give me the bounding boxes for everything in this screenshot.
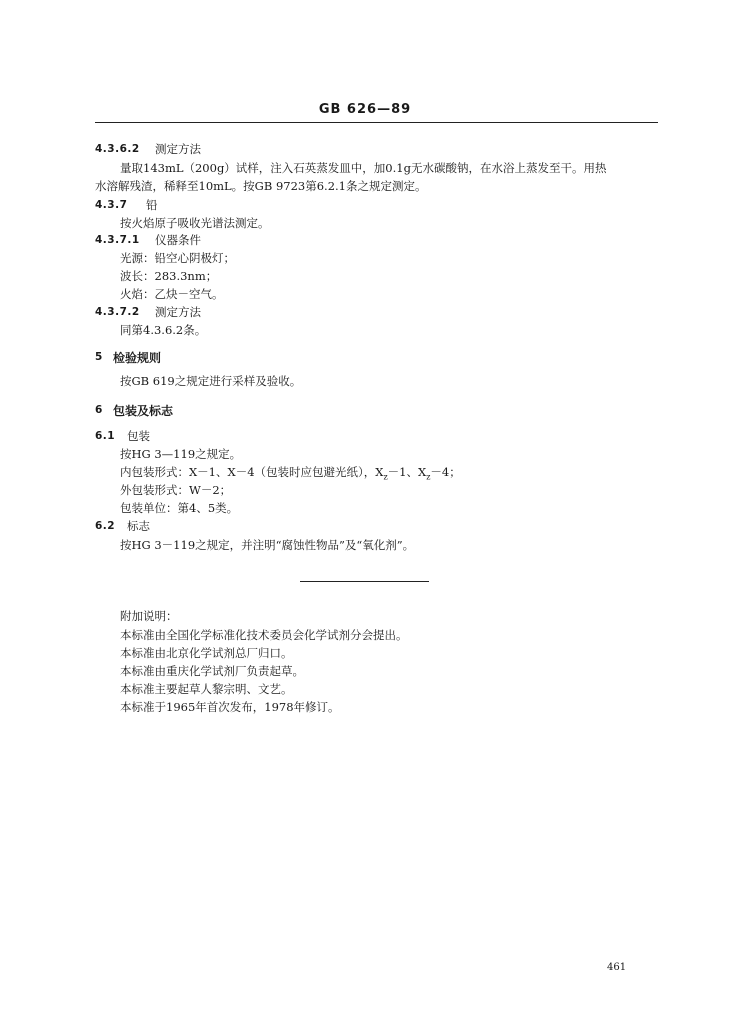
- paragraph-line: 按HG 3－119之规定，并注明“腐蚀性物品”及“氧化剂”。: [120, 538, 415, 552]
- document-code-header: GB 626—89: [318, 102, 412, 117]
- paragraph-line: 按GB 619之规定进行采样及验收。: [120, 374, 302, 388]
- section-number-4-3-7-2: 4.3.7.2: [95, 306, 140, 318]
- section-number-5: 5: [95, 351, 103, 363]
- list-item: 火焰：乙炔－空气。: [120, 287, 224, 301]
- paragraph-line: 水溶解残渣，稀释至10mL。按GB 9723第6.2.1条之规定测定。: [95, 179, 427, 193]
- section-number-4-3-7-1: 4.3.7.1: [95, 234, 140, 246]
- section-title-6-2: 标志: [127, 519, 150, 533]
- note-line: 本标准于1965年首次发布，1978年修订。: [120, 700, 340, 714]
- paragraph-line: 按火焰原子吸收光谱法测定。: [120, 216, 270, 230]
- section-title-6-1: 包装: [127, 429, 150, 443]
- header-rule: [95, 122, 658, 123]
- section-title-5: 检验规则: [113, 351, 162, 365]
- page-number: 461: [607, 962, 627, 973]
- paragraph-line: 包装单位：第4、5类。: [120, 501, 239, 515]
- section-title-6: 包装及标志: [113, 404, 174, 418]
- paragraph-line: 按HG 3—119之规定。: [120, 447, 242, 461]
- section-number-6: 6: [95, 404, 103, 416]
- subscript: z: [426, 472, 431, 482]
- list-item: 波长：283.3nm；: [120, 269, 218, 283]
- section-number-6-2: 6.2: [95, 520, 116, 532]
- section-number-4-3-6-2: 4.3.6.2: [95, 143, 140, 155]
- note-line: 本标准由北京化学试剂总厂归口。: [120, 646, 293, 660]
- text-fragment: －1、X: [387, 465, 427, 479]
- section-title-4-3-7: 铅: [146, 198, 158, 212]
- list-item: 光源：铅空心阴极灯；: [120, 251, 235, 265]
- section-number-6-1: 6.1: [95, 430, 116, 442]
- paragraph-line: 量取143mL（200g）试样，注入石英蒸发皿中，加0.1g无水碳酸钠，在水浴上蒸发至干。用热: [120, 161, 607, 175]
- end-separator-rule: [300, 581, 429, 582]
- section-number-4-3-7: 4.3.7: [95, 199, 128, 211]
- text-fragment: 内包装形式：X－1、X－4（包装时应包避光纸），X: [120, 465, 384, 479]
- note-line: 本标准由重庆化学试剂厂负责起草。: [120, 664, 304, 678]
- section-title-4-3-7-2: 测定方法: [155, 305, 201, 319]
- subscript: z: [383, 472, 388, 482]
- paragraph-line: 外包装形式：W－2；: [120, 483, 232, 497]
- paragraph-line: 同第4.3.6.2条。: [120, 323, 207, 337]
- note-line: 本标准由全国化学标准化技术委员会化学试剂分会提出。: [120, 628, 408, 642]
- section-title-4-3-6-2: 测定方法: [155, 142, 201, 156]
- notes-heading: 附加说明：: [120, 609, 178, 623]
- section-title-4-3-7-1: 仪器条件: [155, 233, 201, 247]
- note-line: 本标准主要起草人黎宗明、文艺。: [120, 682, 293, 696]
- paragraph-line: [120, 464, 461, 481]
- text-fragment: －4；: [430, 465, 461, 479]
